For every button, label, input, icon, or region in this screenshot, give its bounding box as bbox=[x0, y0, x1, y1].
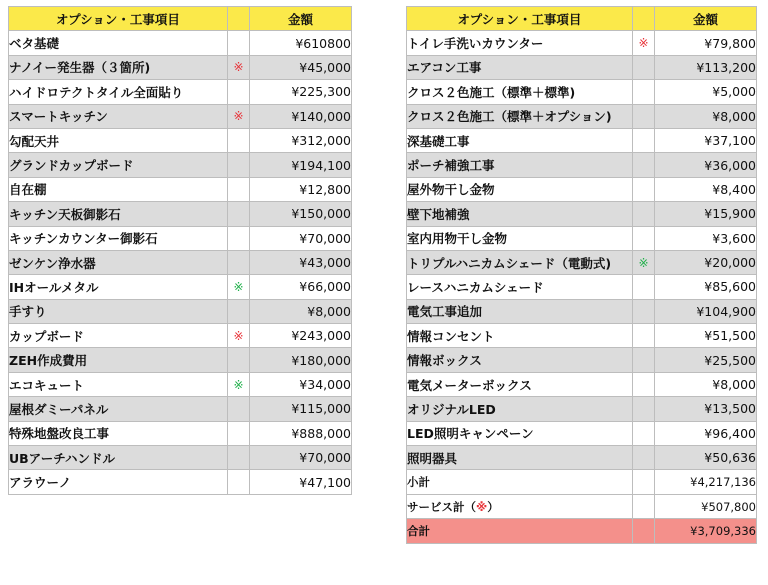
table-row bbox=[407, 177, 757, 201]
table-row bbox=[407, 397, 757, 421]
item-amount: ¥888,000 bbox=[250, 421, 352, 445]
grand-total-amount: ¥3,709,336 bbox=[655, 519, 757, 543]
note-mark-icon bbox=[228, 299, 250, 323]
item-name: UBアーチハンドル bbox=[9, 446, 228, 470]
note-mark-icon bbox=[228, 348, 250, 372]
item-amount: ¥51,500 bbox=[655, 324, 757, 348]
table-row bbox=[9, 299, 352, 323]
note-mark-icon: ※ bbox=[633, 250, 655, 274]
note-mark-icon bbox=[228, 397, 250, 421]
item-name: ポーチ補強工事 bbox=[407, 153, 633, 177]
table-row bbox=[9, 104, 352, 128]
note-mark-icon bbox=[633, 324, 655, 348]
table-row bbox=[9, 470, 352, 494]
item-amount: ¥70,000 bbox=[250, 226, 352, 250]
item-amount: ¥70,000 bbox=[250, 446, 352, 470]
note-mark-icon: ※ bbox=[633, 31, 655, 55]
table-row bbox=[407, 324, 757, 348]
item-name: ベタ基礎 bbox=[9, 31, 228, 55]
right-options-table bbox=[406, 6, 757, 544]
note-mark-icon bbox=[633, 275, 655, 299]
note-mark-icon bbox=[228, 80, 250, 104]
note-mark-icon bbox=[228, 128, 250, 152]
table-row bbox=[9, 348, 352, 372]
note-mark-icon bbox=[633, 446, 655, 470]
item-name: 勾配天井 bbox=[9, 128, 228, 152]
item-name: 深基礎工事 bbox=[407, 128, 633, 152]
note-mark-icon bbox=[633, 153, 655, 177]
item-name: スマートキッチン bbox=[9, 104, 228, 128]
table-row bbox=[407, 104, 757, 128]
item-name: ハイドロテクトタイル全面貼り bbox=[9, 80, 228, 104]
item-name: 情報コンセント bbox=[407, 324, 633, 348]
item-amount: ¥34,000 bbox=[250, 372, 352, 396]
subtotal-label: 小計 bbox=[407, 470, 633, 494]
table-row bbox=[407, 348, 757, 372]
note-mark-icon: ※ bbox=[228, 372, 250, 396]
item-amount: ¥25,500 bbox=[655, 348, 757, 372]
item-name: 屋根ダミーパネル bbox=[9, 397, 228, 421]
table-row bbox=[407, 128, 757, 152]
table-row bbox=[407, 299, 757, 323]
service-total-amount: ¥507,800 bbox=[655, 494, 757, 518]
item-column-header: オプション・工事項目 bbox=[407, 7, 633, 31]
item-amount: ¥20,000 bbox=[655, 250, 757, 274]
item-amount: ¥13,500 bbox=[655, 397, 757, 421]
table-row bbox=[407, 250, 757, 274]
table-row bbox=[9, 128, 352, 152]
item-amount: ¥8,400 bbox=[655, 177, 757, 201]
note-mark-icon bbox=[633, 372, 655, 396]
note-mark-icon bbox=[228, 421, 250, 445]
item-amount: ¥36,000 bbox=[655, 153, 757, 177]
service-total-label-cell bbox=[407, 494, 633, 518]
subtotal-row bbox=[407, 470, 757, 494]
note-mark-icon bbox=[633, 299, 655, 323]
table-row bbox=[9, 250, 352, 274]
item-amount: ¥243,000 bbox=[250, 324, 352, 348]
item-name: 情報ボックス bbox=[407, 348, 633, 372]
table-row bbox=[9, 80, 352, 104]
item-name: 室内用物干し金物 bbox=[407, 226, 633, 250]
item-name: キッチンカウンター御影石 bbox=[9, 226, 228, 250]
item-amount: ¥3,600 bbox=[655, 226, 757, 250]
table-row bbox=[9, 31, 352, 55]
note-mark-icon bbox=[228, 177, 250, 201]
service-total-row bbox=[407, 494, 757, 518]
item-name: 手すり bbox=[9, 299, 228, 323]
item-amount: ¥8,000 bbox=[250, 299, 352, 323]
service-total-label-close: ） bbox=[487, 499, 499, 514]
item-amount: ¥43,000 bbox=[250, 250, 352, 274]
item-name: IHオールメタル bbox=[9, 275, 228, 299]
item-amount: ¥180,000 bbox=[250, 348, 352, 372]
table-row bbox=[407, 31, 757, 55]
service-total-label: サービス計（ bbox=[407, 499, 476, 514]
table-row bbox=[407, 275, 757, 299]
item-amount: ¥8,000 bbox=[655, 372, 757, 396]
note-mark-icon bbox=[228, 226, 250, 250]
item-name: エコキュート bbox=[9, 372, 228, 396]
item-amount: ¥47,100 bbox=[250, 470, 352, 494]
item-name: クロス２色施工（標準＋オプション) bbox=[407, 104, 633, 128]
item-amount: ¥104,900 bbox=[655, 299, 757, 323]
note-mark-icon bbox=[633, 55, 655, 79]
header-row bbox=[407, 7, 757, 31]
item-amount: ¥150,000 bbox=[250, 202, 352, 226]
table-row bbox=[407, 226, 757, 250]
table-row bbox=[9, 275, 352, 299]
table-row bbox=[9, 421, 352, 445]
item-name: カップボード bbox=[9, 324, 228, 348]
note-mark-icon bbox=[633, 226, 655, 250]
table-row bbox=[407, 372, 757, 396]
item-amount: ¥5,000 bbox=[655, 80, 757, 104]
note-mark-icon bbox=[633, 397, 655, 421]
item-amount: ¥312,000 bbox=[250, 128, 352, 152]
item-name: 壁下地補強 bbox=[407, 202, 633, 226]
item-amount: ¥15,900 bbox=[655, 202, 757, 226]
note-mark-icon bbox=[633, 177, 655, 201]
item-name: グランドカップボード bbox=[9, 153, 228, 177]
table-row bbox=[407, 202, 757, 226]
service-mark-cell bbox=[633, 494, 655, 518]
subtotal-mark-cell bbox=[633, 470, 655, 494]
grand-total-label: 合計 bbox=[407, 519, 633, 543]
item-name: トリプルハニカムシェード（電動式) bbox=[407, 250, 633, 274]
item-amount: ¥610800 bbox=[250, 31, 352, 55]
note-mark-icon bbox=[633, 104, 655, 128]
note-mark-icon bbox=[228, 470, 250, 494]
note-mark-icon: ※ bbox=[228, 104, 250, 128]
table-row bbox=[407, 80, 757, 104]
note-mark-icon bbox=[633, 80, 655, 104]
item-amount: ¥96,400 bbox=[655, 421, 757, 445]
item-name: エアコン工事 bbox=[407, 55, 633, 79]
note-mark-icon bbox=[228, 250, 250, 274]
item-name: 自在棚 bbox=[9, 177, 228, 201]
grand-total-mark-cell bbox=[633, 519, 655, 543]
note-mark-icon bbox=[228, 153, 250, 177]
item-name: ゼンケン浄水器 bbox=[9, 250, 228, 274]
item-column-header: オプション・工事項目 bbox=[9, 7, 228, 31]
item-name: 電気メーターボックス bbox=[407, 372, 633, 396]
item-name: ナノイー発生器（３箇所) bbox=[9, 55, 228, 79]
table-row bbox=[9, 177, 352, 201]
table-row bbox=[9, 372, 352, 396]
note-mark-icon: ※ bbox=[228, 324, 250, 348]
mark-column-header bbox=[228, 7, 250, 31]
note-mark-icon bbox=[633, 128, 655, 152]
service-mark-icon: ※ bbox=[476, 499, 488, 514]
table-row bbox=[407, 153, 757, 177]
item-name: LED照明キャンペーン bbox=[407, 421, 633, 445]
item-name: 電気工事追加 bbox=[407, 299, 633, 323]
note-mark-icon: ※ bbox=[228, 55, 250, 79]
item-amount: ¥225,300 bbox=[250, 80, 352, 104]
item-amount: ¥140,000 bbox=[250, 104, 352, 128]
item-amount: ¥37,100 bbox=[655, 128, 757, 152]
item-name: レースハニカムシェード bbox=[407, 275, 633, 299]
item-name: トイレ手洗いカウンター bbox=[407, 31, 633, 55]
table-row bbox=[407, 421, 757, 445]
amount-column-header: 金額 bbox=[250, 7, 352, 31]
note-mark-icon bbox=[228, 31, 250, 55]
item-name: 特殊地盤改良工事 bbox=[9, 421, 228, 445]
table-row bbox=[9, 397, 352, 421]
item-amount: ¥8,000 bbox=[655, 104, 757, 128]
table-row bbox=[9, 55, 352, 79]
item-amount: ¥12,800 bbox=[250, 177, 352, 201]
item-amount: ¥50,636 bbox=[655, 446, 757, 470]
item-amount: ¥79,800 bbox=[655, 31, 757, 55]
subtotal-amount: ¥4,217,136 bbox=[655, 470, 757, 494]
header-row bbox=[9, 7, 352, 31]
item-amount: ¥113,200 bbox=[655, 55, 757, 79]
mark-column-header bbox=[633, 7, 655, 31]
table-row bbox=[9, 446, 352, 470]
item-name: 屋外物干し金物 bbox=[407, 177, 633, 201]
grand-total-row bbox=[407, 519, 757, 543]
table-row bbox=[9, 324, 352, 348]
left-options-table bbox=[8, 6, 352, 495]
item-name: オリジナルLED bbox=[407, 397, 633, 421]
table-row bbox=[9, 226, 352, 250]
table-row bbox=[407, 446, 757, 470]
item-amount: ¥45,000 bbox=[250, 55, 352, 79]
item-name: ZEH作成費用 bbox=[9, 348, 228, 372]
item-name: キッチン天板御影石 bbox=[9, 202, 228, 226]
note-mark-icon bbox=[633, 421, 655, 445]
item-amount: ¥115,000 bbox=[250, 397, 352, 421]
item-amount: ¥194,100 bbox=[250, 153, 352, 177]
note-mark-icon bbox=[228, 202, 250, 226]
table-row bbox=[9, 153, 352, 177]
item-amount: ¥85,600 bbox=[655, 275, 757, 299]
item-name: アラウーノ bbox=[9, 470, 228, 494]
item-name: 照明器具 bbox=[407, 446, 633, 470]
note-mark-icon bbox=[633, 348, 655, 372]
table-row bbox=[407, 55, 757, 79]
note-mark-icon bbox=[228, 446, 250, 470]
note-mark-icon bbox=[633, 202, 655, 226]
item-name: クロス２色施工（標準＋標準) bbox=[407, 80, 633, 104]
note-mark-icon: ※ bbox=[228, 275, 250, 299]
amount-column-header: 金額 bbox=[655, 7, 757, 31]
item-amount: ¥66,000 bbox=[250, 275, 352, 299]
table-row bbox=[9, 202, 352, 226]
